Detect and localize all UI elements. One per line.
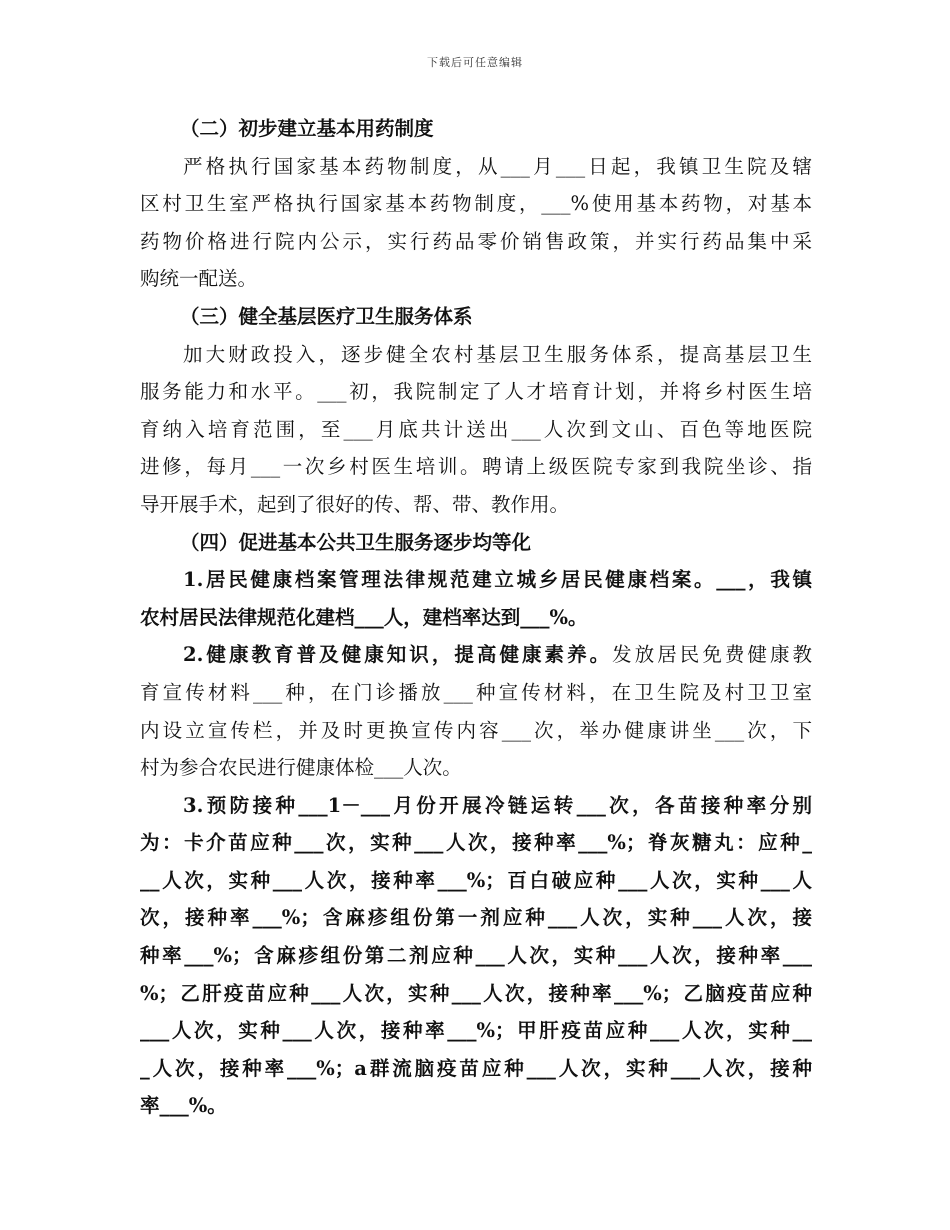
document-body	[140, 110, 812, 1125]
paragraph-line: 率___%。	[140, 1094, 227, 1118]
paragraph-line: %；乙肝疫苗应种___人次，实种___人次，接种率___%；乙脑疫苗应种	[140, 981, 812, 1005]
paragraph-line: 严格执行国家基本药物制度，从___月___日起，我镇卫生院及辖	[183, 154, 812, 178]
paragraph-line: 内设立宣传栏，并及时更换宣传内容___次，举办健康讲坐___次，下	[140, 718, 812, 742]
list-item-line: 1.居民健康档案管理法律规范建立城乡居民健康档案。___，我镇	[183, 568, 812, 592]
paragraph-line: __人次，实种___人次，接种率___%；百白破应种___人次，实种___人	[140, 868, 812, 892]
list-item-line: 农村居民法律规范化建档___人，建档率达到___%。	[140, 605, 588, 629]
list-item-line: 3.预防接种___1－___月份开展冷链运转___次，各苗接种率分别	[183, 793, 812, 817]
section-heading-3: （三）健全基层医疗卫生服务体系	[180, 304, 473, 328]
paragraph-line: 药物价格进行院内公示，实行药品零价销售政策，并实行药品集中采	[140, 229, 812, 253]
paragraph-line: 服务能力和水平。___初，我院制定了人才培育计划，并将乡村医生培	[140, 380, 812, 404]
paragraph-line: _人次，接种率___%；a群流脑疫苗应种___人次，实种___人次，接种	[140, 1056, 812, 1080]
list-item-line	[140, 636, 812, 674]
paragraph-line: 育纳入培育范围，至___月底共计送出___人次到文山、百色等地医院	[140, 417, 812, 441]
paragraph-line: 导开展手术，起到了很好的传、帮、带、教作用。	[140, 492, 570, 516]
section-heading-2: （二）初步建立基本用药制度	[180, 117, 434, 140]
paragraph-line: 购统一配送。	[140, 267, 258, 291]
section-heading-4: （四）促进基本公共卫生服务逐步均等化	[180, 530, 532, 554]
page-header-note: 下载后可任意编辑	[427, 56, 523, 69]
list-item-text: 发放居民免费健康教	[612, 643, 812, 667]
paragraph-line: 进修，每月___一次乡村医生培训。聘请上级医院专家到我院坐诊、指	[140, 455, 812, 479]
paragraph-line: 育宣传材料___种，在门诊播放___种宣传材料，在卫生院及村卫卫室	[140, 680, 812, 704]
paragraph-line: 加大财政投入，逐步健全农村基层卫生服务体系，提高基层卫生	[183, 342, 812, 366]
paragraph-line: ___人次，实种___人次，接种率___%；甲肝疫苗应种___人次，实种__	[140, 1019, 812, 1043]
paragraph-line: 种率___%；含麻疹组份第二剂应种___人次，实种___人次，接种率___	[140, 944, 812, 968]
list-item-bold-lead: 2.健康教育普及健康知识，提高健康素养。	[183, 643, 613, 667]
paragraph-line: 村为参合农民进行健康体检___人次。	[140, 756, 462, 780]
paragraph-line: 为：卡介苗应种___次，实种___人次，接种率___%；脊灰糖丸：应种_	[140, 831, 812, 855]
paragraph-line: 区村卫生室严格执行国家基本药物制度，___%使用基本药物，对基本	[140, 192, 812, 216]
paragraph-line: 次，接种率___%；含麻疹组份第一剂应种___人次，实种___人次，接	[140, 906, 812, 930]
